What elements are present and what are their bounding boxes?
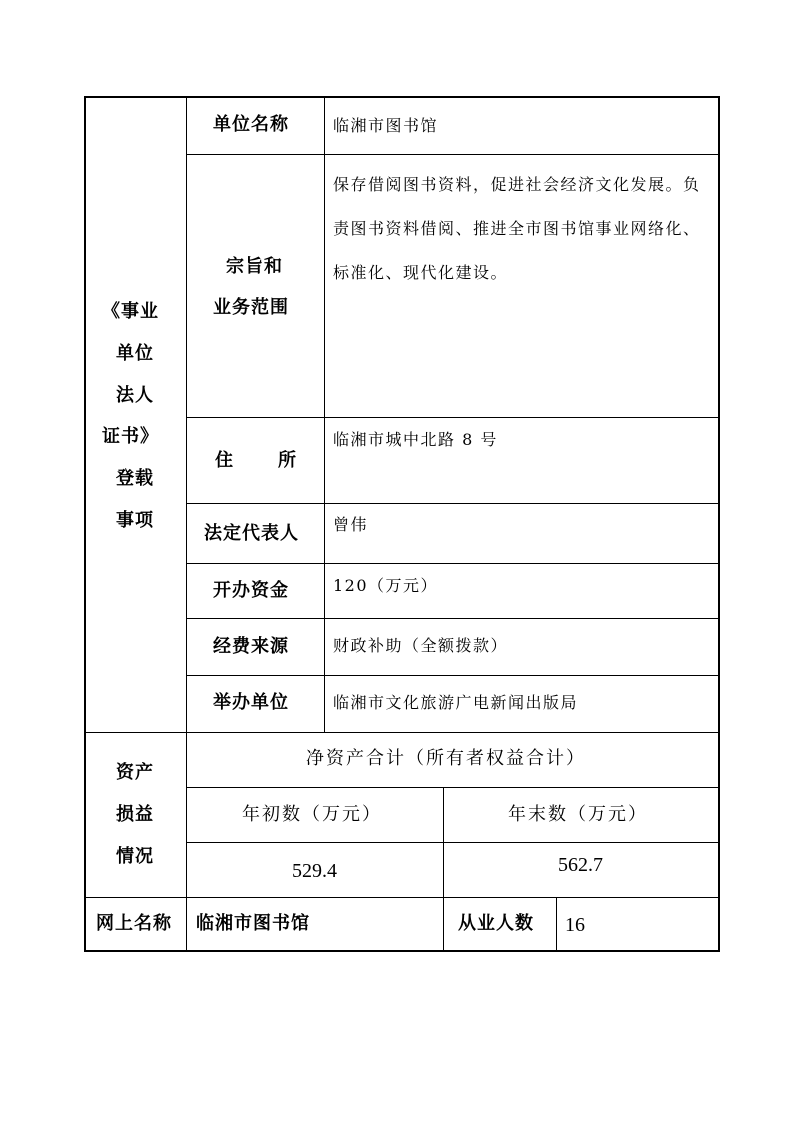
online-name-value: 临湘市图书馆 [196, 913, 310, 934]
registration-side-label-1: 《事业 [102, 301, 159, 322]
purpose-label-line-2: 业务范围 [213, 297, 289, 318]
legal-rep-value: 曾伟 [333, 515, 369, 534]
table-border-top [84, 96, 720, 98]
unit-name-value: 临湘市图书馆 [333, 116, 439, 135]
divider-section-footer [84, 897, 720, 898]
begin-year-label: 年初数（万元） [242, 804, 382, 825]
purpose-value: 保存借阅图书资料，促进社会经济文化发展。负责图书资料借阅、推进全市图书馆事业网络化、标准化、现代化建设。 [333, 175, 701, 282]
divider-row-4 [186, 563, 719, 564]
registration-side-label-4: 证书》 [102, 426, 159, 447]
divider-col-labels [186, 96, 187, 951]
unit-name-label: 单位名称 [213, 114, 289, 135]
end-year-value: 562.7 [558, 854, 603, 876]
legal-rep-label: 法定代表人 [204, 523, 299, 544]
sponsor-label: 举办单位 [213, 692, 289, 713]
assets-side-label-2: 损益 [116, 804, 154, 825]
registration-side-label-2: 单位 [116, 343, 154, 364]
address-label-char-2: 所 [278, 450, 297, 471]
address-label-char-1: 住 [215, 450, 234, 471]
staff-count-label: 从业人数 [458, 913, 534, 934]
divider-assets-labels [186, 842, 719, 843]
online-name-label: 网上名称 [96, 913, 172, 934]
table-border-right [718, 96, 720, 952]
divider-row-6 [186, 675, 719, 676]
sponsor-value: 临湘市文化旅游广电新闻出版局 [333, 693, 579, 712]
divider-section-assets [84, 732, 720, 733]
divider-col-values [324, 96, 325, 732]
divider-row-2 [186, 417, 719, 418]
table-border-left [84, 96, 86, 952]
divider-row-5 [186, 618, 719, 619]
address-value: 临湘市城中北路 8 号 [333, 430, 498, 449]
registration-side-label-3: 法人 [116, 385, 154, 406]
end-year-label: 年末数（万元） [508, 804, 648, 825]
funding-source-label: 经费来源 [213, 636, 289, 657]
divider-row-1 [186, 154, 719, 155]
divider-assets-header [186, 787, 719, 788]
registration-side-label-5: 登载 [116, 468, 154, 489]
assets-side-label-3: 情况 [116, 846, 154, 867]
net-assets-header: 净资产合计（所有者权益合计） [306, 748, 586, 769]
staff-count-value: 16 [565, 914, 585, 936]
funds-label: 开办资金 [213, 580, 289, 601]
begin-year-value: 529.4 [292, 860, 337, 882]
registration-side-label-6: 事项 [116, 510, 154, 531]
table-border-bottom [84, 950, 720, 952]
assets-side-label-1: 资产 [116, 762, 154, 783]
purpose-label-line-1: 宗旨和 [226, 256, 283, 277]
funding-source-value: 财政补助（全额拨款） [333, 636, 509, 655]
divider-footer-staff [556, 897, 557, 951]
divider-row-3 [186, 503, 719, 504]
funds-value: 120（万元） [333, 576, 439, 595]
divider-assets-mid [443, 787, 444, 951]
